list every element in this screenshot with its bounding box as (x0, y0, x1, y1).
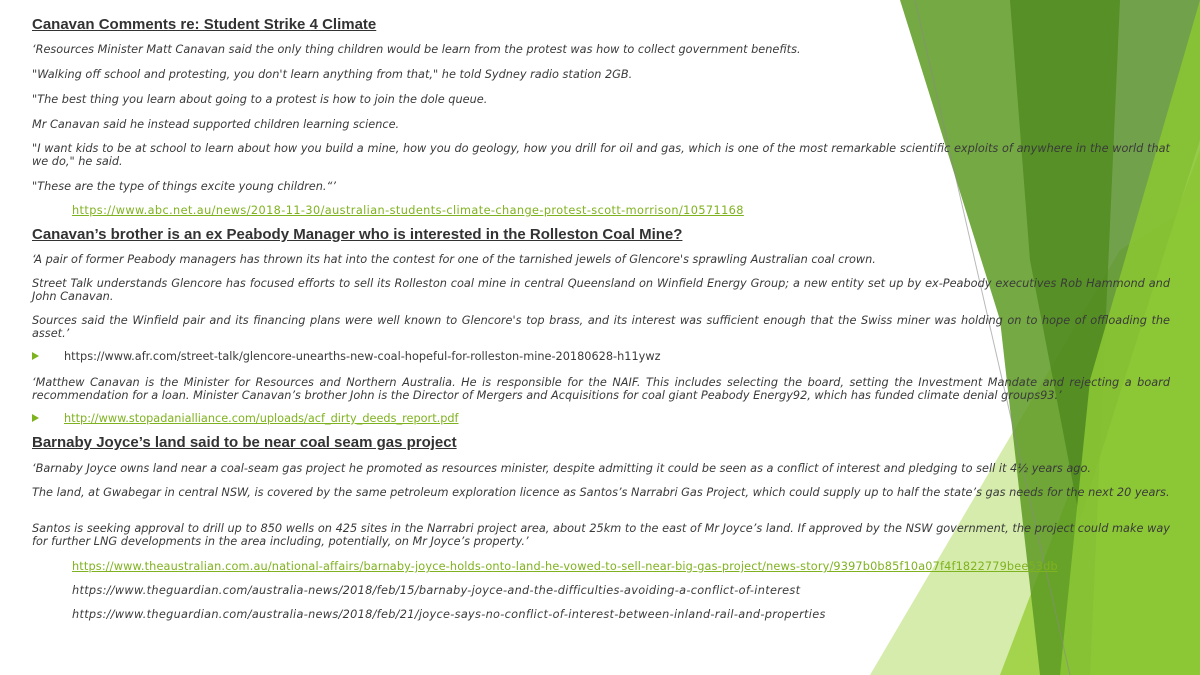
theaustralian-link[interactable]: https://www.theaustralian.com.au/national-affairs/barnaby-joyce-holds-onto-land-he-vowed-to-sell-near-big-gas-project/news-story/9397b0b85f10a07f4f1822779bee53db (72, 560, 1058, 573)
bullet-arrow-icon (32, 352, 39, 360)
guardian-url-2: https://www.theguardian.com/australia-news/2018/feb/21/joyce-says-no-conflict-of-interest-between-inland-rail-and-properties (72, 608, 826, 621)
afr-url: https://www.afr.com/street-talk/glencore-unearths-new-coal-hopeful-for-rolleston-mine-20180628-h11ywz (64, 350, 661, 363)
paragraph: "I want kids to be at school to learn about how you build a mine, how you do geology, how you drill for oil and gas, which is one of the most remarkable scientific exploits of anywhere in the world that we do," he said. (32, 142, 1170, 168)
paragraph: Street Talk understands Glencore has focused efforts to sell its Rolleston coal mine in central Queensland on Winfield Energy Group; a new entity set up by ex-Peabody executives Rob Hammond and John Canavan. (32, 277, 1170, 303)
bullet-arrow-icon (32, 414, 39, 422)
paragraph: Mr Canavan said he instead supported children learning science. (32, 118, 400, 131)
paragraph: ‘Resources Minister Matt Canavan said the only thing children would be learn from the protest was how to collect government benefits. (32, 43, 801, 56)
abc-news-link[interactable]: https://www.abc.net.au/news/2018-11-30/australian-students-climate-change-protest-scott-morrison/10571168 (72, 204, 744, 217)
paragraph: ‘A pair of former Peabody managers has thrown its hat into the contest for one of the tarnished jewels of Glencore's sprawling Australian coal crown. (32, 253, 876, 266)
heading-barnaby-joyce: Barnaby Joyce’s land said to be near coal seam gas project (32, 434, 457, 451)
heading-canavan-comments: Canavan Comments re: Student Strike 4 Climate (32, 16, 377, 33)
paragraph: Santos is seeking approval to drill up to 850 wells on 425 sites in the Narrabri project area, about 25km to the east of Mr Joyce’s land. If approved by the NSW government, the project could make way for further LNG developments in the area including, potentially, on Mr Joyce’s property.’ (32, 522, 1170, 548)
paragraph: ‘Matthew Canavan is the Minister for Resources and Northern Australia. He is responsible for the NAIF. This includes selecting the board, setting the Investment Mandate and rejecting a board recommendation for a loan. Minister Canavan’s brother John is the Director of Mergers and Acquisitions for coal giant Peabody Energy92, which has funded climate denial groups93.’ (32, 376, 1170, 402)
paragraph: The land, at Gwabegar in central NSW, is covered by the same petroleum exploration licence as Santos’s Narrabri Gas Project, which could supply up to half the state’s gas needs for the next 20 years. (32, 486, 1170, 499)
paragraph: ‘Barnaby Joyce owns land near a coal-seam gas project he promoted as resources minister, despite admitting it could be seen as a conflict of interest and pledging to sell it 4½ years ago. (32, 462, 1091, 475)
guardian-url-1: https://www.theguardian.com/australia-news/2018/feb/15/barnaby-joyce-and-the-difficulties-avoiding-a-conflict-of-interest (72, 584, 801, 597)
paragraph: Sources said the Winfield pair and its financing plans were well known to Glencore's top brass, and its interest was sufficient enough that the Swiss miner was holding on to hope of offloading the asset.’ (32, 314, 1170, 340)
heading-canavan-brother: Canavan’s brother is an ex Peabody Manager who is interested in the Rolleston Coal Mine? (32, 226, 683, 243)
paragraph: "The best thing you learn about going to a protest is how to join the dole queue. (32, 93, 488, 106)
paragraph: "Walking off school and protesting, you don't learn anything from that," he told Sydney radio station 2GB. (32, 68, 633, 81)
stopadani-report-link[interactable]: http://www.stopadanialliance.com/uploads/acf_dirty_deeds_report.pdf (64, 412, 459, 425)
paragraph: "These are the type of things excite young children.“’ (32, 180, 336, 193)
